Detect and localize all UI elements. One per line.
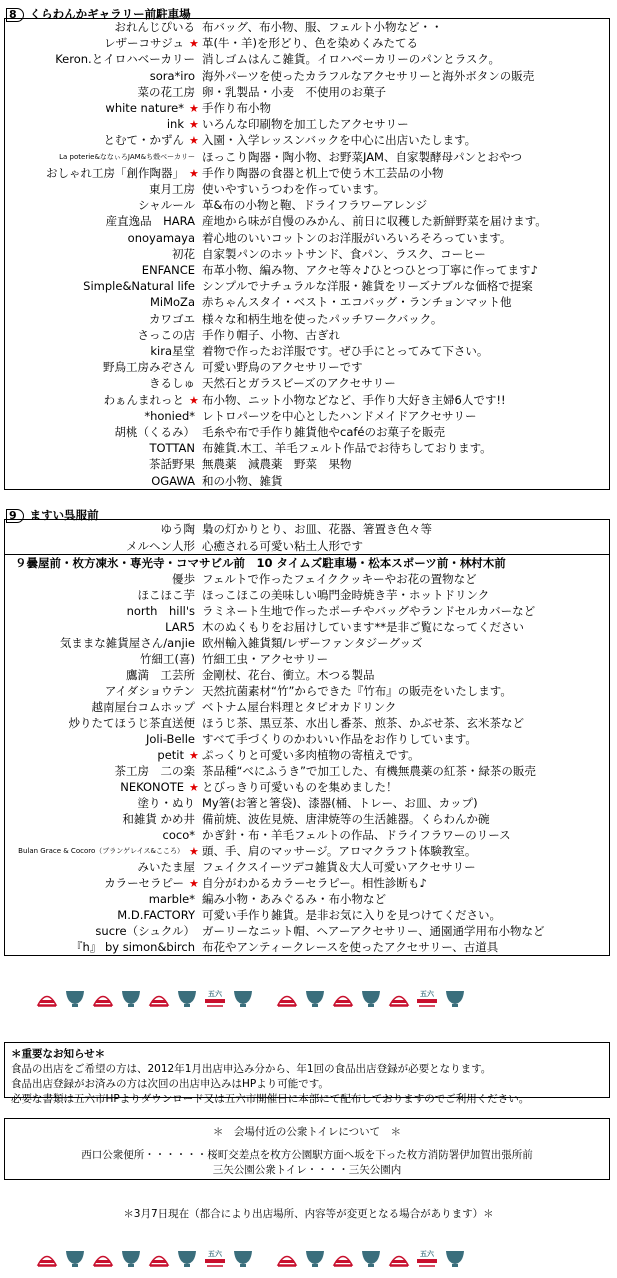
- vendor-row: [5, 843, 609, 860]
- vendor-description: 布花やアンティークレースを使ったアクセサリー、古道具: [202, 940, 499, 954]
- vendor-name: 越南屋台コムホップ: [91, 700, 195, 714]
- star-icon: ★: [189, 877, 199, 890]
- vendor-description: 手作り帽子、小物、古ぎれ: [202, 327, 340, 342]
- svg-text:五六: 五六: [420, 1250, 434, 1258]
- vendor-name: カラーセラピー: [104, 876, 184, 890]
- vendor-row: [5, 19, 609, 36]
- vendor-description: 無農薬 減農薬 野菜 果物: [202, 457, 352, 472]
- vendor-description: 海外パーツを使ったカラフルなアクセサリーと海外ボタンの販売: [202, 68, 535, 83]
- vendor-row: [5, 165, 609, 182]
- vendor-name: Joli-Belle: [146, 732, 195, 746]
- vendor-name: north hill's: [126, 604, 195, 618]
- tea-bowl-icon: [232, 988, 254, 1008]
- vendor-row: [5, 392, 609, 409]
- vendor-description: 和の小物、雑貨: [202, 473, 283, 488]
- vendor-description: 消しゴムはんこ雑貨。イロハベーカリーのパンとラスク。: [202, 52, 500, 67]
- spacer: [260, 1248, 270, 1268]
- vendor-row: [5, 715, 609, 732]
- vendor-row: [5, 779, 609, 796]
- tea-bowl-icon: [120, 988, 142, 1008]
- star-icon: ★: [189, 845, 199, 858]
- lidded-bowl-icon: [92, 1248, 114, 1268]
- vendor-description: 入園・入学レッスンバックを中心に出店いたします。: [202, 133, 477, 148]
- gorokuichi-label-icon: [416, 1248, 438, 1268]
- vendor-description: 卵・乳製品・小麦 不使用のお菓子: [202, 84, 386, 99]
- vendor-name: onoyamaya: [127, 230, 195, 245]
- vendor-row: [5, 521, 609, 538]
- tea-bowl-icon: [176, 1248, 198, 1268]
- lidded-bowl-icon: [148, 988, 170, 1008]
- vendor-row: [5, 667, 609, 684]
- vendor-row: [5, 246, 609, 263]
- vendor-row: [5, 149, 609, 166]
- lidded-bowl-icon: [276, 988, 298, 1008]
- vendor-row: [5, 359, 609, 376]
- svg-text:五六: 五六: [420, 990, 434, 998]
- tea-bowl-icon: [64, 988, 86, 1008]
- vendor-row: [5, 424, 609, 441]
- svg-text:五六: 五六: [208, 1250, 222, 1258]
- vendor-description: 頭、手、肩のマッサージ。アロマクラフト体験教室。: [202, 844, 477, 858]
- section9-title: ますい呉服前: [29, 508, 99, 522]
- section8-table: [4, 18, 610, 490]
- section8-title: くらわんかギャラリー前駐車場: [29, 7, 191, 21]
- vendor-name: M.D.FACTORY: [117, 908, 195, 922]
- toilet-line: 三矢公園公衆トイレ・・・・三矢公園内: [212, 1164, 402, 1176]
- tea-bowl-icon: [176, 988, 198, 1008]
- section9-number: 9: [6, 509, 24, 523]
- vendor-description: 革(牛・羊)を形どり、色を染めくみたてる: [202, 36, 418, 51]
- lidded-bowl-icon: [36, 1248, 58, 1268]
- vendor-description: 心癒される可愛い粘土人形です: [202, 538, 363, 553]
- tea-bowl-icon: [304, 1248, 326, 1268]
- vendor-name: 東月工房: [149, 182, 195, 196]
- vendor-name: 炒りたてほうじ茶直送便: [68, 716, 195, 730]
- vendor-description: フェルトで作ったフェイククッキーやお花の置物など: [202, 572, 477, 586]
- toilet-title: ＊ 会場付近の公衆トイレについて ＊: [212, 1126, 402, 1138]
- vendor-name: MiMoZa: [149, 295, 195, 310]
- vendor-description: 茶品種“べにふうき”で加工した、有機無農薬の紅茶・緑茶の販売: [202, 764, 536, 778]
- tea-bowl-icon: [444, 988, 466, 1008]
- toilet-info: [4, 1118, 610, 1180]
- vendor-description: 革&布の小物と鞄、ドライフラワーアレンジ: [202, 198, 428, 213]
- vendor-description: 木のぬくもりをお届けしています**是非ご覧になってください: [202, 620, 524, 634]
- vendor-name: 菜の花工房: [137, 84, 195, 99]
- lidded-bowl-icon: [92, 988, 114, 1008]
- vendor-description: すべて手づくりのかわいい作品をお作りしています。: [202, 732, 477, 746]
- vendor-name: シャルール: [137, 198, 195, 213]
- vendor-name: 気ままな雑貨屋さん/anjie: [59, 636, 195, 650]
- vendor-row: [5, 619, 609, 636]
- tea-bowl-icon: [64, 1248, 86, 1268]
- notice-line: 食品の出店をご希望の方は、2012年1月出店申込み分から、年1回の食品出店登録が必要となります。: [11, 1063, 492, 1075]
- vendor-row: [5, 473, 609, 490]
- vendor-name: 『h』 by simon&birch: [71, 940, 195, 954]
- bowl-decoration-row: [36, 1248, 466, 1270]
- vendor-row: [5, 278, 609, 295]
- star-icon: ★: [189, 134, 199, 148]
- vendor-name: 優歩: [172, 572, 195, 586]
- vendor-row: [5, 763, 609, 780]
- vendor-name: 和雑貨 かめ井: [122, 812, 195, 826]
- vendor-description: 産地から味が自慢のみかん、前日に収穫した新鮮野菜を届けます。: [202, 214, 547, 229]
- vendor-name: 鷹満 工芸所: [126, 668, 195, 682]
- vendor-description: 梟の灯かりとり、お皿、花器、箸置き色々等: [202, 522, 432, 536]
- vendor-description: 布小物、ニット小物などなど、手作り大好き主婦6人です!!: [202, 392, 506, 407]
- vendor-row: [5, 907, 609, 924]
- vendor-row: [5, 747, 609, 764]
- vendor-name: 茶話野果: [149, 457, 195, 472]
- vendor-description: 竹細工虫・アクセサリー: [202, 652, 329, 666]
- vendor-row: [5, 375, 609, 392]
- vendor-name: sora*iro: [149, 68, 195, 83]
- vendor-name: LAR5: [165, 620, 195, 634]
- vendor-description: 天然石とガラスビーズのアクセサリー: [202, 376, 396, 391]
- lidded-bowl-icon: [388, 1248, 410, 1268]
- vendor-row: [5, 100, 609, 117]
- vendor-row: [5, 84, 609, 101]
- spacer: [260, 988, 270, 1008]
- vendor-description: 着物で作ったお洋服です。ぜひ手にとってみて下さい。: [202, 344, 489, 358]
- vendor-row: [5, 651, 609, 668]
- vendor-row: [5, 603, 609, 620]
- vendor-description: ほっこほこの美味しい鳴門金時焼き芋・ホットドリンク: [202, 588, 490, 602]
- vendor-description: 可愛い野鳥のアクセサリーです: [202, 360, 363, 375]
- notice-line: 必要な書類は五六市HPよりダウンロード又は五六市開催日に本部にて配布しておりますのでご利用ください。: [11, 1093, 530, 1105]
- vendor-name: とむて・かずん: [103, 133, 184, 148]
- vendor-row: [5, 294, 609, 311]
- tea-bowl-icon: [444, 1248, 466, 1268]
- notice-title: ＊重要なお知らせ＊: [11, 1048, 106, 1060]
- vendor-name: ほこほこ芋: [137, 588, 195, 602]
- vendor-row: [5, 440, 609, 457]
- vendor-row: [5, 181, 609, 198]
- vendor-row: [5, 262, 609, 279]
- vendor-description: 使いやすいうつわを作っています。: [202, 182, 386, 196]
- vendor-description: ぷっくりと可愛い多肉植物の寄植えです。: [202, 748, 420, 762]
- vendor-row: [5, 827, 609, 844]
- vendor-name: みいたま屋: [137, 860, 195, 874]
- vendor-name: レザーコサジュ: [103, 36, 184, 51]
- vendor-name: ゆう陶: [160, 522, 195, 536]
- vendor-name: white nature*: [105, 101, 184, 115]
- tea-bowl-icon: [232, 1248, 254, 1268]
- vendor-name: わぁんまれっと: [103, 392, 184, 407]
- lidded-bowl-icon: [388, 988, 410, 1008]
- vendor-description: 布雑貨.木工、羊毛フェルト作品でお待ちしております。: [202, 441, 492, 456]
- vendor-name: カワゴエ: [149, 311, 195, 326]
- vendor-row: [5, 635, 609, 652]
- vendor-description: 布革小物、編み物、アクセ等々♪ひとつひとつ丁寧に作ってます♪: [202, 263, 538, 277]
- vendor-name: 初花: [172, 246, 195, 261]
- vendor-row: [5, 408, 609, 425]
- vendor-name: ink: [166, 117, 184, 132]
- vendor-name: さっこの店: [137, 327, 195, 342]
- vendor-name: ENFANCE: [141, 263, 195, 277]
- vendor-name: Bulan Grace & Cocoro（ブランゲレイス&こころ）: [18, 847, 184, 855]
- section8-number: 8: [6, 8, 24, 22]
- vendor-row: [5, 731, 609, 748]
- vendor-description: 天然抗菌素材“竹”からできた『竹布』の販売をいたします。: [202, 684, 512, 698]
- footer-note: ＊3月7日現在（都合により出店場所、内容等が変更となる場合があります）＊: [123, 1208, 494, 1220]
- vendor-description: 手作り布小物: [202, 101, 271, 115]
- vendor-name: きるしゅ: [149, 376, 195, 391]
- vendor-description: 欧州輸入雑貨類/レザーファンタジーグッズ: [202, 636, 423, 650]
- vendor-name: La poterie&ななぃろJAM&ち殻ベーカリー: [59, 152, 195, 161]
- vendor-name: coco*: [162, 828, 195, 842]
- vendor-row: [5, 68, 609, 85]
- vendor-row: [5, 811, 609, 828]
- lidded-bowl-icon: [332, 988, 354, 1008]
- vendor-row: [5, 343, 609, 360]
- star-icon: ★: [189, 781, 199, 794]
- vendor-description: 毛糸や布で手作り雑貨他やcaféのお菓子を販売: [202, 425, 445, 439]
- vendor-description: とびっきり可愛いものを集めました！: [202, 780, 398, 794]
- star-icon: ★: [189, 166, 199, 180]
- vendor-description: ラミネート生地で作ったポーチやバッグやランドセルカバーなど: [202, 604, 536, 618]
- vendor-name: おれんじぴいる: [114, 20, 195, 34]
- vendor-name: 産直逸品 HARA: [105, 214, 195, 229]
- vendor-description: 赤ちゃんスタイ・ベスト・エコバッグ・ランチョンマット他: [202, 295, 512, 310]
- section10-title: ９曇屋前・枚方凍氷・専光寺・コマサビル前 10 タイムズ駐車場・松本スポーツ前・林村木前: [15, 556, 506, 570]
- vendor-row: [5, 859, 609, 876]
- lidded-bowl-icon: [332, 1248, 354, 1268]
- vendor-row: [5, 132, 609, 149]
- vendor-name: kira星堂: [150, 344, 195, 358]
- vendor-row: [5, 456, 609, 473]
- lidded-bowl-icon: [276, 1248, 298, 1268]
- vendor-row: [5, 116, 609, 133]
- bowl-decoration-row: [36, 988, 466, 1010]
- vendor-row: [5, 35, 609, 52]
- vendor-description: 布バッグ、布小物、服、フェルト小物など・・: [202, 20, 443, 34]
- vendor-name: petit: [157, 748, 184, 762]
- vendor-row: [5, 230, 609, 247]
- tea-bowl-icon: [304, 988, 326, 1008]
- notice-line: 食品出店登録がお済みの方は次回の出店申込みはHPより可能です。: [11, 1078, 329, 1090]
- star-icon: ★: [189, 37, 199, 51]
- vendor-description: ベトナム屋台料理とタピオカドリンク: [202, 700, 397, 714]
- vendor-description: 可愛い手作り雑貨。是非お気に入りを見つけてください。: [202, 908, 501, 922]
- vendor-row: [5, 327, 609, 344]
- vendor-description: フェイクスイーツデコ雑貨＆大人可愛いアクセサリー: [202, 860, 476, 874]
- star-icon: ★: [189, 102, 199, 115]
- gorokuichi-label-icon: [204, 1248, 226, 1268]
- vendor-row: [5, 51, 609, 68]
- vendor-name: アイダショウテン: [104, 684, 195, 698]
- vendor-description: シンプルでナチュラルな洋服・雑貨をリーズナブルな価格で提案: [202, 279, 533, 294]
- vendor-description: 編み小物・あみぐるみ・布小物など: [202, 892, 386, 906]
- vendor-description: かぎ針・布・羊毛フェルトの作品、ドライフラワーのリース: [202, 828, 511, 842]
- vendor-name: おしゃれ工房「創作陶器」: [46, 165, 184, 180]
- vendor-name: TOTTAN: [149, 441, 195, 456]
- vendor-description: My箸(お箸と箸袋)、漆器(桶、トレー、お皿、カップ): [202, 796, 478, 810]
- tea-bowl-icon: [360, 1248, 382, 1268]
- gorokuichi-label-icon: [204, 988, 226, 1008]
- vendor-name: 塗り・ぬり: [137, 796, 195, 810]
- star-icon: ★: [189, 393, 199, 407]
- vendor-name: Keron.とイロハベーカリー: [55, 52, 195, 67]
- star-icon: ★: [189, 749, 199, 762]
- star-icon: ★: [189, 118, 199, 132]
- vendor-description: 着心地のいいコットンのお洋服がいろいろそろっています。: [202, 230, 512, 245]
- vendor-row: [5, 683, 609, 700]
- vendor-name: sucre（シュクル）: [95, 924, 195, 938]
- vendor-row: [5, 795, 609, 812]
- vendor-description: ほうじ茶、黒豆茶、水出し番茶、煎茶、かぶせ茶、玄米茶など: [202, 716, 524, 730]
- toilet-line: 西口公衆便所・・・・・・桜町交差点を枚方公園駅方面へ坂を下った枚方消防署伊加賀出張所前: [81, 1149, 533, 1161]
- vendor-description: ガーリーなニット帽、ヘアーアクセサリー、通園通学用布小物など: [202, 924, 545, 938]
- vendor-description: 自分がわかるカラーセラピー。相性診断も♪: [202, 876, 427, 890]
- vendor-description: 自家製パンのホットサンド、食パン、ラスク、コーヒー: [202, 246, 486, 261]
- vendor-row: [5, 538, 609, 555]
- vendor-row: [5, 939, 609, 956]
- vendor-row: [5, 311, 609, 328]
- vendor-name: NEKONOTE: [120, 780, 184, 794]
- important-notice: [4, 1042, 610, 1105]
- vendor-row: [5, 571, 609, 588]
- gorokuichi-label-icon: [416, 988, 438, 1008]
- vendor-name: 胡桃（くるみ）: [114, 425, 195, 439]
- tea-bowl-icon: [360, 988, 382, 1008]
- vendor-name: 竹細工(喜): [140, 652, 195, 666]
- vendor-row: [5, 875, 609, 892]
- section10-table: [4, 554, 610, 956]
- vendor-row: [5, 923, 609, 940]
- vendor-description: ほっこり陶器・陶小物、お野菜JAM、自家製酵母パンとおやつ: [202, 149, 522, 164]
- lidded-bowl-icon: [148, 1248, 170, 1268]
- vendor-description: 様々な和柄生地を使ったパッチワークバック。: [202, 311, 443, 326]
- vendor-name: marble*: [148, 892, 195, 906]
- vendor-description: レトロパーツを中心としたハンドメイドアクセサリー: [202, 408, 477, 423]
- vendor-row: [5, 891, 609, 908]
- tea-bowl-icon: [120, 1248, 142, 1268]
- section9-table: [4, 519, 610, 555]
- lidded-bowl-icon: [36, 988, 58, 1008]
- vendor-row: [5, 213, 609, 230]
- vendor-name: 茶工房 二の楽: [114, 764, 195, 778]
- vendor-name: メルヘン人形: [126, 538, 195, 553]
- vendor-name: *honied*: [144, 408, 195, 423]
- vendor-row: [5, 587, 609, 604]
- svg-text:五六: 五六: [208, 990, 222, 998]
- vendor-description: 金剛杖、花台、衝立。木つる製品: [202, 668, 375, 682]
- vendor-name: 野鳥工房みぞさん: [103, 360, 195, 375]
- vendor-name: Simple&Natural life: [83, 279, 195, 294]
- vendor-row: [5, 699, 609, 716]
- vendor-description: 備前焼、波佐見焼、唐津焼等の生活雑器。くらわんか碗: [202, 812, 490, 826]
- vendor-description: いろんな印刷物を加工したアクセサリー: [202, 117, 409, 132]
- vendor-description: 手作り陶器の食器と机上で使う木工芸品の小物: [202, 165, 444, 180]
- vendor-row: [5, 197, 609, 214]
- vendor-name: OGAWA: [151, 473, 195, 488]
